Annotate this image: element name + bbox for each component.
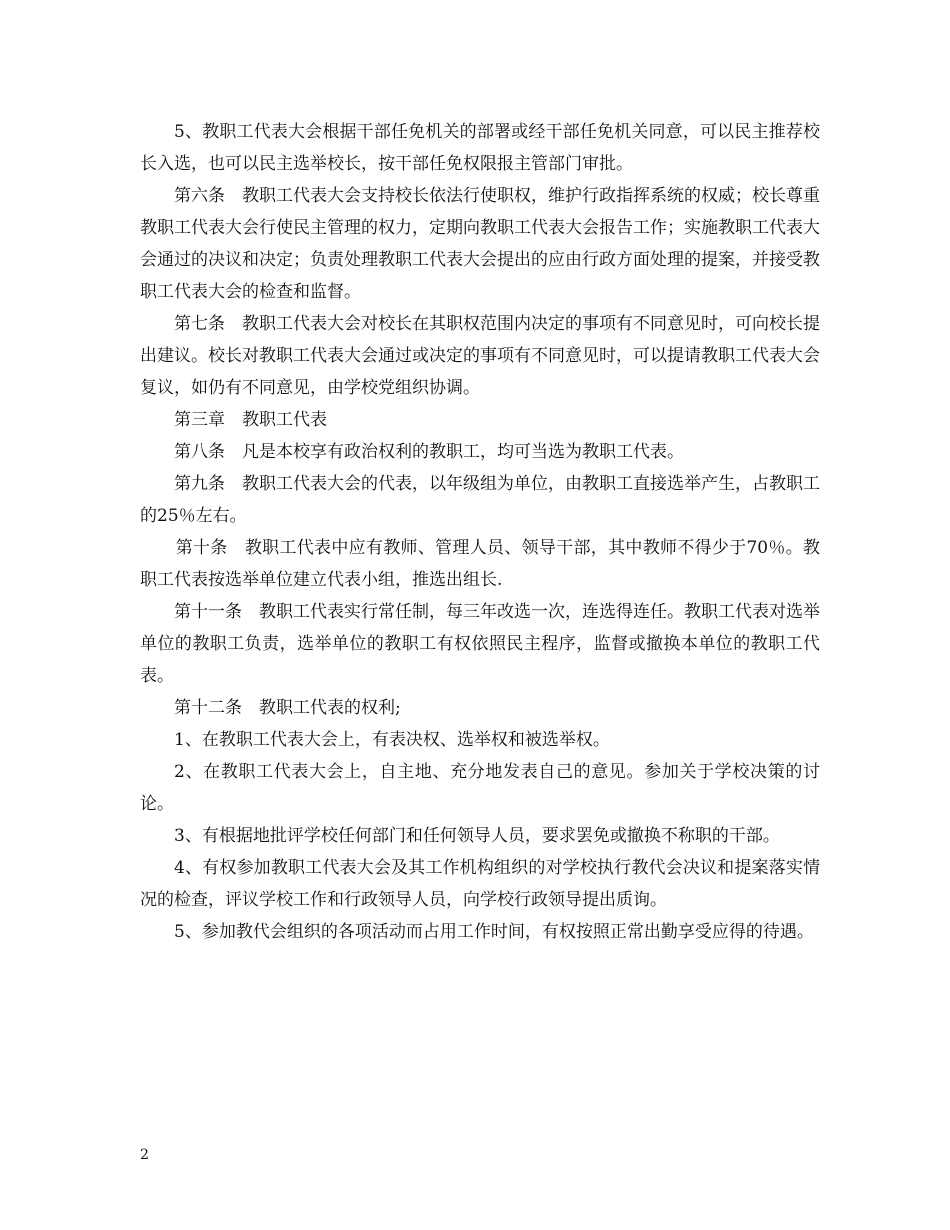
page-number: 2	[140, 1147, 149, 1163]
list-item-3: 3、有根据地批评学校任何部门和任何领导人员，要求罢免或撤换不称职的干部。	[174, 826, 780, 846]
paragraph-article-9: 第九条 教职工代表大会的代表，以年级组为单位，由教职工直接选举产生，占教职工的25％左右。	[140, 474, 820, 526]
paragraph-article-12: 第十二条 教职工代表的权利;	[174, 698, 401, 718]
paragraph-article-11: 第十一条 教职工代表实行常任制，每三年改选一次，连选得连任。教职工代表对选举单位的教职工负责，选举单位的教职工有权依照民主程序，监督或撤换本单位的教职工代表。	[140, 602, 820, 686]
list-item-1: 1、在教职工代表大会上，有表决权、选举权和被选举权。	[174, 730, 610, 750]
list-item-2: 2、在教职工代表大会上，自主地、充分地发表自己的意见。参加关于学校决策的讨论。	[140, 762, 820, 814]
paragraph-item-5-election: 5、教职工代表大会根据干部任免机关的部署或经干部任免机关同意，可以民主推荐校长入选，也可以民主选举校长，按干部任免权限报主管部门审批。	[140, 122, 820, 174]
paragraph-article-10: 第十条 教职工代表中应有教师、管理人员、领导干部，其中教师不得少于70％。教职工代表按选举单位建立代表小组，推选出组长.	[140, 538, 820, 590]
list-item-5: 5、参加教代会组织的各项活动而占用工作时间，有权按照正常出勤享受应得的待遇。	[174, 922, 814, 942]
paragraph-article-6: 第六条 教职工代表大会支持校长依法行使职权，维护行政指挥系统的权威；校长尊重教职工代表大会行使民主管理的权力，定期向教职工代表大会报告工作；实施教职工代表大会通过的决议和决定；负责处理教职工代表大会提出的应由行政方面处理的提案，并接受教职工代表大会的检查和监督。	[140, 186, 820, 302]
paragraph-article-7: 第七条 教职工代表大会对校长在其职权范围内决定的事项有不同意见时，可向校长提出建议。校长对教职工代表大会通过或决定的事项有不同意见时，可以提请教职工代表大会复议，如仍有不同意见，由学校党组织协调。	[140, 314, 820, 398]
document-body	[140, 116, 820, 948]
chapter-heading: 第三章 教职工代表	[174, 410, 327, 430]
list-item-4: 4、有权参加教职工代表大会及其工作机构组织的对学校执行教代会决议和提案落实情况的检查，评议学校工作和行政领导人员，向学校行政领导提出质询。	[140, 858, 820, 910]
paragraph-article-8: 第八条 凡是本校享有政治权利的教职工，均可当选为教职工代表。	[174, 442, 684, 462]
